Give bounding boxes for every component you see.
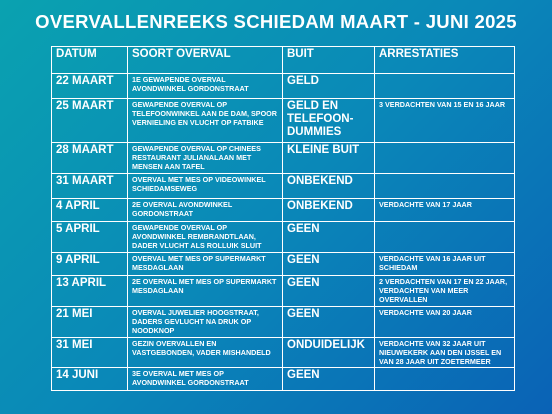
- cell-datum: 22 MAART: [52, 74, 128, 99]
- cell-datum: 31 MAART: [52, 174, 128, 199]
- table-row: [52, 99, 515, 143]
- header-arrestaties: ARRESTATIES: [375, 47, 515, 74]
- cell-datum: 13 APRIL: [52, 276, 128, 307]
- cell-soort-overval: OVERVAL JUWELIER HOOGSTRAAT, DADERS GEVLUCHT NA DRUK OP NOODKNOP: [128, 307, 283, 338]
- cell-arrestaties: [375, 368, 515, 391]
- cell-arrestaties: VERDACHTE VAN 16 JAAR UIT SCHIEDAM: [375, 253, 515, 276]
- cell-arrestaties: VERDACHTE VAN 20 JAAR: [375, 307, 515, 338]
- table-row: [52, 253, 515, 276]
- table-header-row: [52, 47, 515, 74]
- cell-soort-overval: OVERVAL MET MES OP VIDEOWINKEL SCHIEDAMSEWEG: [128, 174, 283, 199]
- cell-buit: GEEN: [283, 276, 375, 307]
- cell-datum: 28 MAART: [52, 143, 128, 174]
- cell-arrestaties: 2 VERDACHTEN VAN 17 EN 22 JAAR, VERDACHTEN VAN MEER OVERVALLEN: [375, 276, 515, 307]
- cell-arrestaties: 3 VERDACHTEN VAN 15 EN 16 JAAR: [375, 99, 515, 143]
- header-buit: BUIT: [283, 47, 375, 74]
- table-row: [52, 222, 515, 253]
- cell-arrestaties: [375, 143, 515, 174]
- table-row: [52, 307, 515, 338]
- cell-datum: 4 APRIL: [52, 199, 128, 222]
- cell-datum: 9 APRIL: [52, 253, 128, 276]
- table-row: [52, 74, 515, 99]
- cell-buit: GEEN: [283, 368, 375, 391]
- cell-soort-overval: 3E OVERVAL MET MES OP AVONDWINKEL GORDONSTRAAT: [128, 368, 283, 391]
- cell-datum: 21 MEI: [52, 307, 128, 338]
- cell-buit: ONBEKEND: [283, 174, 375, 199]
- cell-arrestaties: VERDACHTE VAN 32 JAAR UIT NIEUWEKERK AAN DEN IJSSEL EN VAN 28 JAAR UIT ZOETERMEER: [375, 338, 515, 368]
- cell-soort-overval: 2E OVERVAL AVONDWINKEL GORDONSTRAAT: [128, 199, 283, 222]
- header-datum: DATUM: [52, 47, 128, 74]
- cell-soort-overval: GEZIN OVERVALLEN EN VASTGEBONDEN, VADER MISHANDELD: [128, 338, 283, 368]
- table-row: [52, 143, 515, 174]
- cell-buit: GEEN: [283, 222, 375, 253]
- cell-datum: 5 APRIL: [52, 222, 128, 253]
- cell-datum: 31 MEI: [52, 338, 128, 368]
- cell-soort-overval: 1E GEWAPENDE OVERVAL AVONDWINKEL GORDONSTRAAT: [128, 74, 283, 99]
- cell-buit: GEEN: [283, 253, 375, 276]
- cell-arrestaties: VERDACHTE VAN 17 JAAR: [375, 199, 515, 222]
- cell-buit: ONBEKEND: [283, 199, 375, 222]
- cell-arrestaties: [375, 222, 515, 253]
- cell-arrestaties: [375, 174, 515, 199]
- cell-buit: GELD EN TELEFOON-DUMMIES: [283, 99, 375, 143]
- cell-soort-overval: GEWAPENDE OVERVAL OP AVONDWINKEL REMBRANDTLAAN, DADER VLUCHT ALS ROLLUIK SLUIT: [128, 222, 283, 253]
- table-row: [52, 199, 515, 222]
- table-row: [52, 276, 515, 307]
- cell-arrestaties: [375, 74, 515, 99]
- cell-datum: 25 MAART: [52, 99, 128, 143]
- cell-buit: KLEINE BUIT: [283, 143, 375, 174]
- cell-datum: 14 JUNI: [52, 368, 128, 391]
- cell-soort-overval: GEWAPENDE OVERVAL OP TELEFOONWINKEL AAN DE DAM, SPOOR VERNIELING EN VLUCHT OP FATBIKE: [128, 99, 283, 143]
- table-row: [52, 174, 515, 199]
- cell-buit: ONDUIDELIJK: [283, 338, 375, 368]
- cell-soort-overval: 2E OVERVAL MET MES OP SUPERMARKT MESDAGLAAN: [128, 276, 283, 307]
- table-row: [52, 368, 515, 391]
- cell-soort-overval: OVERVAL MET MES OP SUPERMARKT MESDAGLAAN: [128, 253, 283, 276]
- cell-soort-overval: GEWAPENDE OVERVAL OP CHINEES RESTAURANT JULIANALAAN MET MENSEN AAN TAFEL: [128, 143, 283, 174]
- page-title: OVERVALLENREEKS SCHIEDAM MAART - JUNI 2025: [35, 11, 517, 32]
- cell-buit: GEEN: [283, 307, 375, 338]
- table-row: [52, 338, 515, 368]
- robbery-table: [51, 46, 515, 391]
- cell-buit: GELD: [283, 74, 375, 99]
- header-soort-overval: SOORT OVERVAL: [128, 47, 283, 74]
